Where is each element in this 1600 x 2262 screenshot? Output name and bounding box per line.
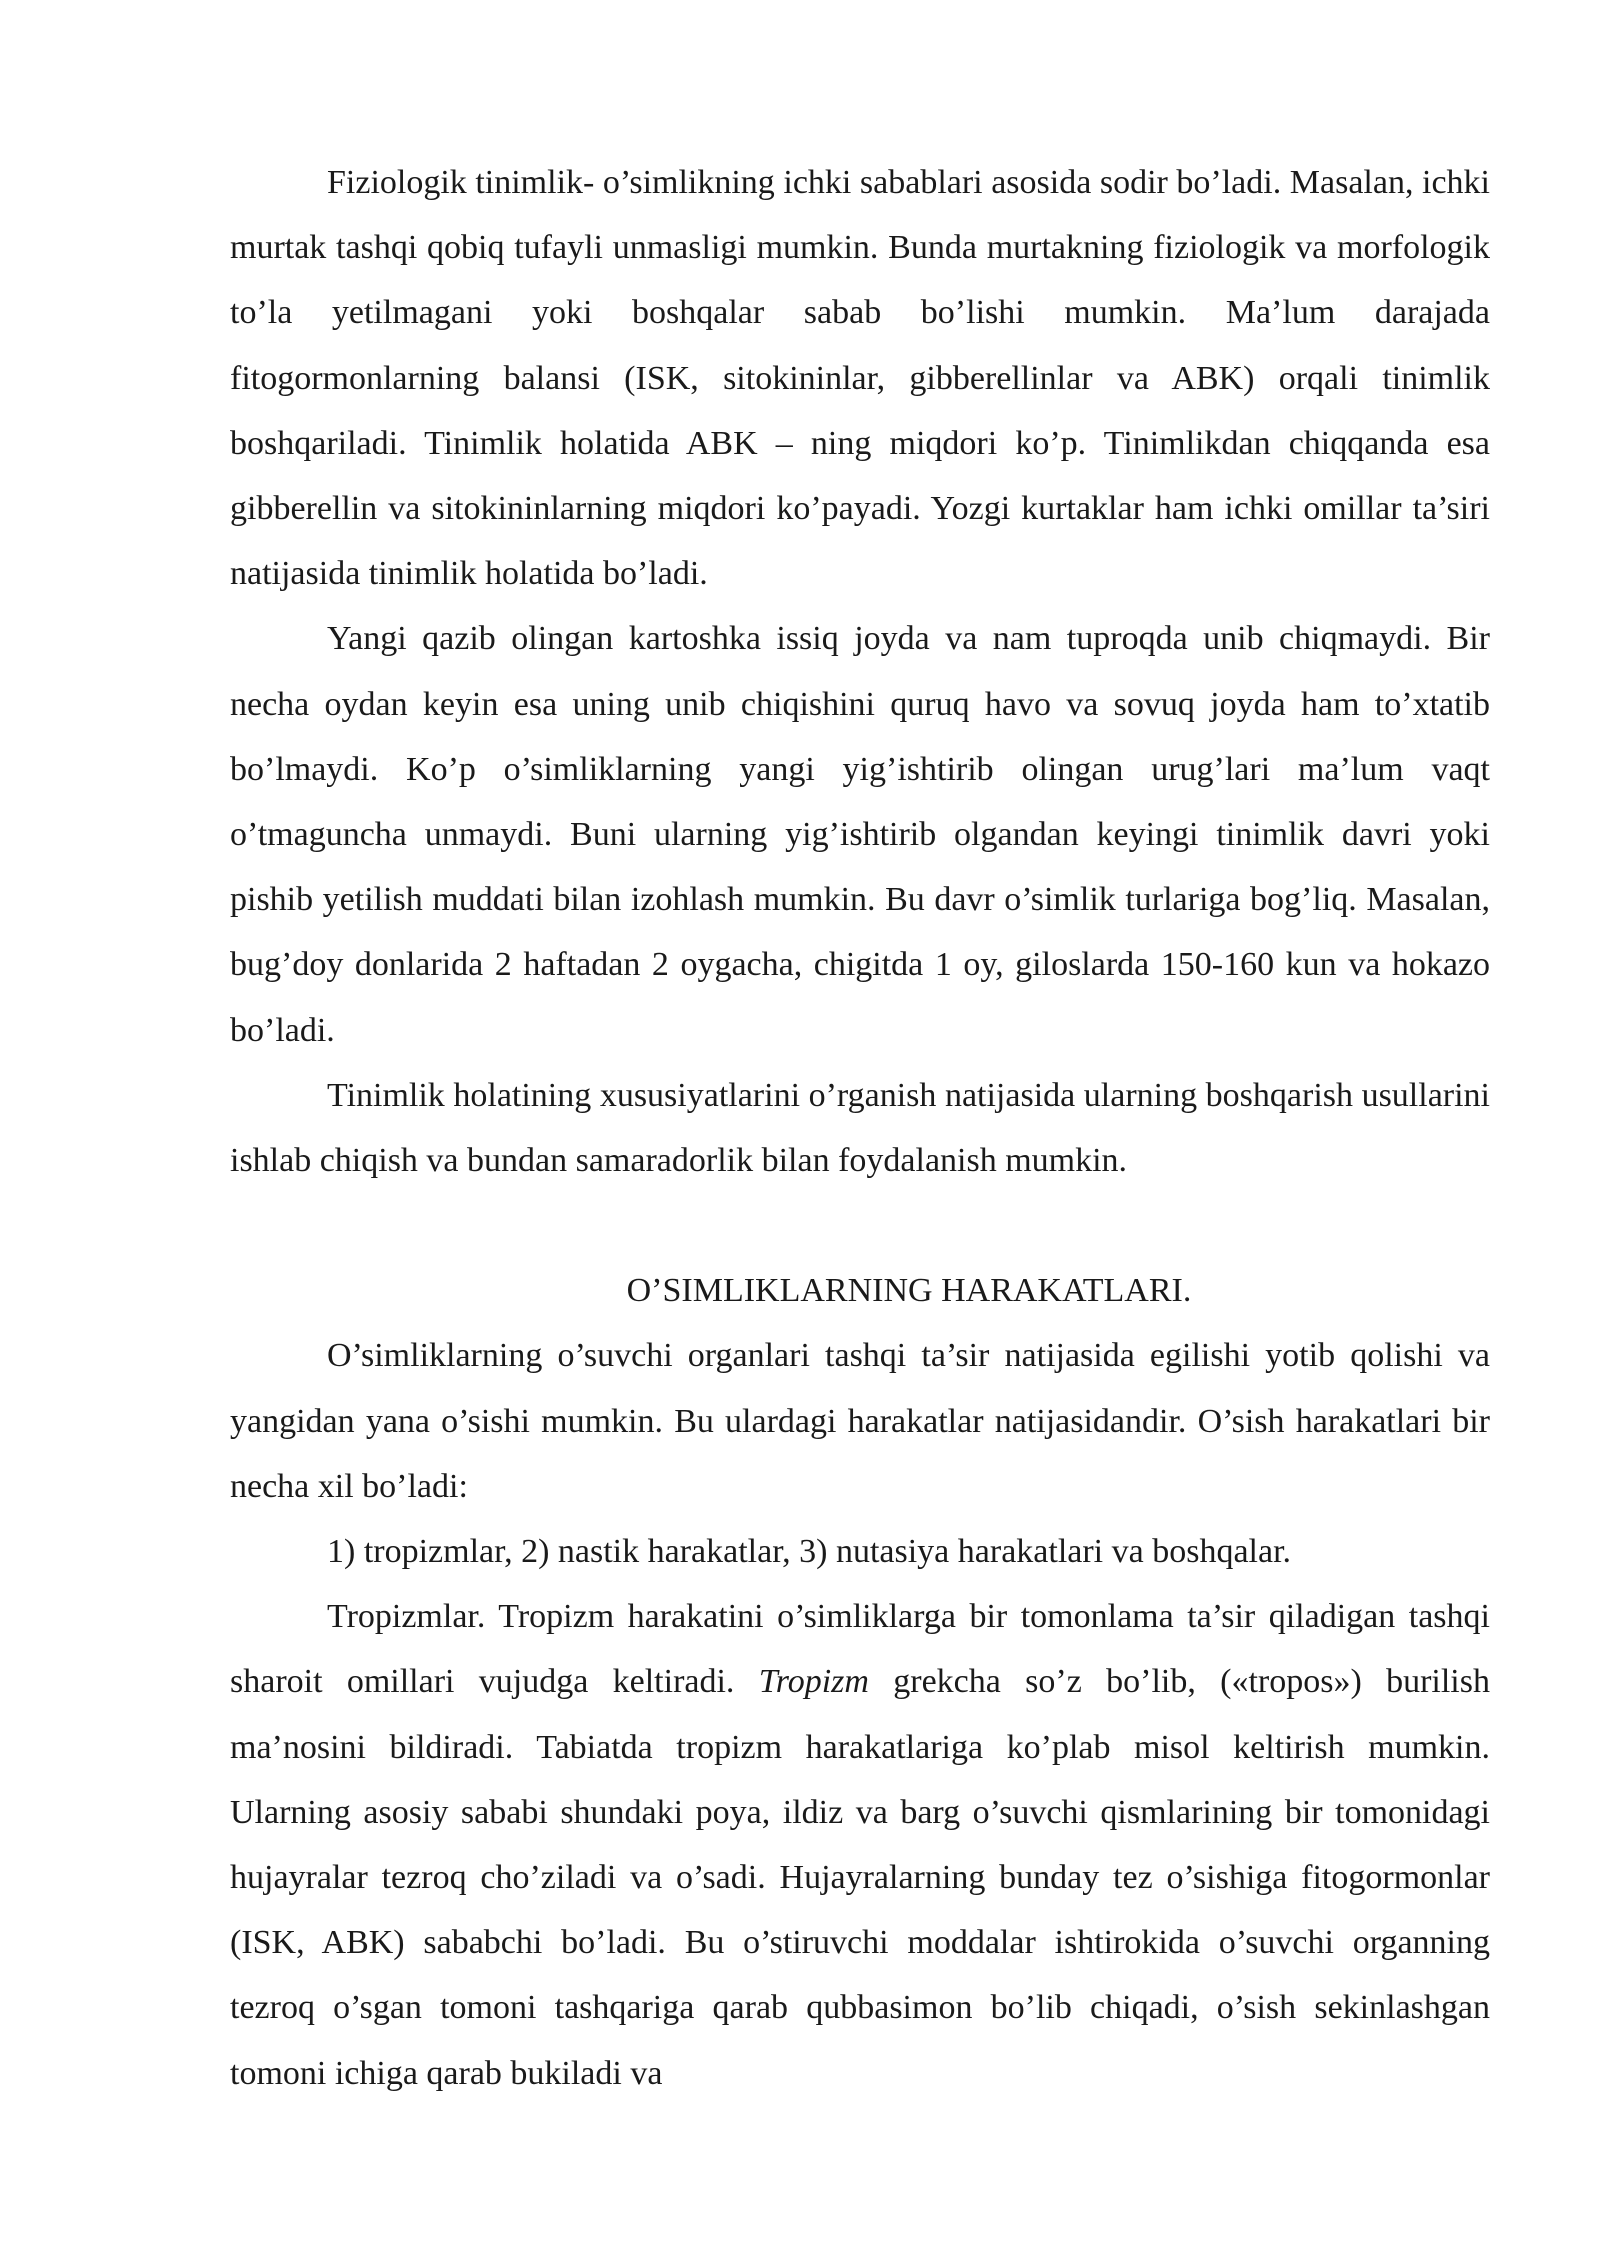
paragraph-physiological-dormancy: Fiziologik tinimlik- o’simlikning ichki sabablari asosida sodir bo’ladi. Masalan, ichki murtak tashqi qobiq tufayli unmasligi mumkin. Bunda murtakning fiziologik va morfologik to’la yetilmagani yoki boshqalar sabab bo’lishi mumkin. Ma’lum darajada fitogormonlarning balansi (ISK, sitokininlar, gibberellinlar va ABK) orqali tinimlik boshqariladi. Tinimlik holatida ABK – ning miqdori ko’p. Tinimlikdan chiqqanda esa gibberellin va sitokininlarning miqdori ko’payadi. Yozgi kurtaklar ham ichki omillar ta’siri natijasida tinimlik holatida bo’ladi. [230, 164, 1490, 593]
document-page [230, 150, 1490, 2106]
tropisms-text-start: Tropizmlar. Tropizm harakatini o’simliklarga bir tomonlama ta’sir qiladigan tashqi sharoit omillari vujudga keltiradi. [230, 1598, 1490, 1701]
paragraph-movement-types-list: 1) tropizmlar, 2) nastik harakatlar, 3) nutasiya harakatlari va boshqalar. [327, 1533, 1292, 1571]
paragraph-potato-example: Yangi qazib olingan kartoshka issiq joyda va nam tuproqda unib chiqmaydi. Bir necha oydan keyin esa uning unib chiqishini quruq havo va sovuq joyda ham to’xtatib bo’lmaydi. Ko’p o’simliklarning yangi yig’ishtirib olingan urug’lari ma’lum vaqt o’tmaguncha unmaydi. Buni ularning yig’ishtirib olgandan keyingi tinimlik davri yoki pishib yetilish muddati bilan izohlash mumkin. Bu davr o’simlik turlariga bog’liq. Masalan, bug’doy donlarida 2 haftadan 2 oygacha, chigitda 1 oy, giloslarda 150-160 kun va hokazo bo’ladi. [230, 620, 1490, 1049]
paragraph-growth-movements: O’simliklarning o’suvchi organlari tashqi ta’sir natijasida egilishi yotib qolishi va yangidan yana o’sishi mumkin. Bu ulardagi harakatlar natijasidandir. O’sish harakatlari bir necha xil bo’ladi: [230, 1337, 1490, 1505]
paragraph-dormancy-study: Tinimlik holatining xususiyatlarini o’rganish natijasida ularning boshqarish usullarini ishlab chiqish va bundan samaradorlik bilan foydalanish mumkin. [230, 1076, 1490, 1180]
paragraph-tropisms [230, 1584, 1490, 2106]
tropisms-text-end: grekcha so’z bo’lib, («tropos») burilish ma’nosini bildiradi. Tabiatda tropizm harakatlariga ko’plab misol keltirish mumkin. Ularning asosiy sababi shundaki poya, ildiz va barg o’suvchi qismlarining bir tomonidagi hujayralar tezroq cho’ziladi va o’sadi. Hujayralarning bunday tez o’sishiga fitogormonlar (ISK, ABK) sababchi bo’ladi. Bu o’stiruvchi moddalar ishtirokida o’suvchi organning tezroq o’sgan tomoni tashqariga qarab qubbasimon bo’lib chiqadi, o’sish sekinlashgan tomoni ichiga qarab bukiladi va [230, 1663, 1490, 2092]
section-heading: O’SIMLIKLARNING HARAKATLARI. [626, 1272, 1192, 1310]
tropism-italic-term: Tropizm [758, 1663, 869, 1701]
